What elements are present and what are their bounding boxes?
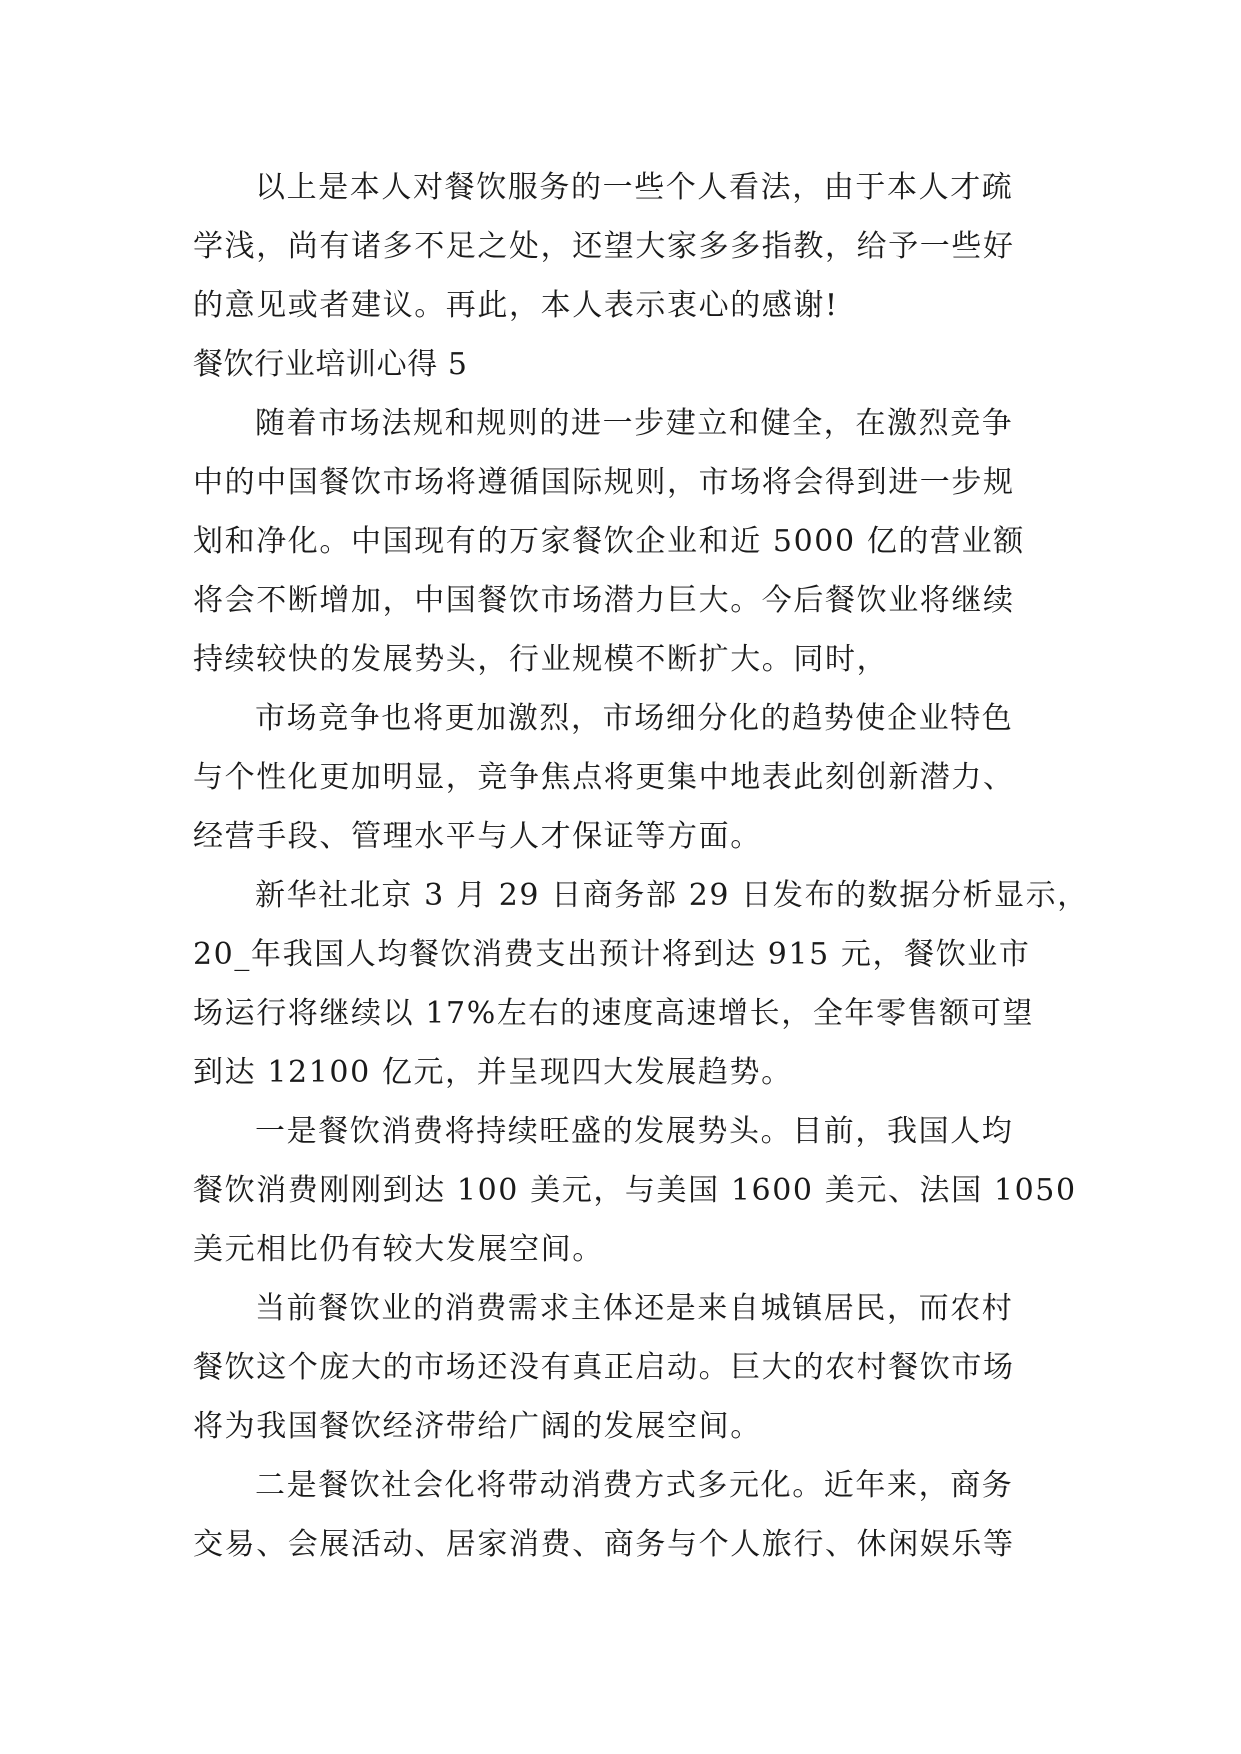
text-line: 以上是本人对餐饮服务的一些个人看法，由于本人才疏 xyxy=(255,170,1014,205)
text-line: 市场竞争也将更加激烈，市场细分化的趋势使企业特色 xyxy=(255,701,1014,736)
section-heading: 餐饮行业培训心得 5 xyxy=(193,347,468,382)
text-line: 二是餐饮社会化将带动消费方式多元化。近年来，商务 xyxy=(255,1468,1014,1503)
text-line: 新华社北京 3 月 29 日商务部 29 日发布的数据分析显示， xyxy=(255,878,1089,913)
text-line: 餐饮消费刚刚到达 100 美元，与美国 1600 美元、法国 1050 xyxy=(193,1173,1077,1208)
text-line: 学浅，尚有诸多不足之处，还望大家多多指教，给予一些好 xyxy=(193,229,1015,264)
text-line: 到达 12100 亿元，并呈现四大发展趋势。 xyxy=(193,1055,793,1090)
text-line: 将为我国餐饮经济带给广阔的发展空间。 xyxy=(193,1409,762,1444)
text-line: 一是餐饮消费将持续旺盛的发展势头。目前，我国人均 xyxy=(255,1114,1014,1149)
text-line: 将会不断增加，中国餐饮市场潜力巨大。今后餐饮业将继续 xyxy=(193,583,1015,618)
text-line: 餐饮这个庞大的市场还没有真正启动。巨大的农村餐饮市场 xyxy=(193,1350,1015,1385)
text-line: 场运行将继续以 17%左右的速度高速增长，全年零售额可望 xyxy=(193,996,1035,1031)
text-line: 经营手段、管理水平与人才保证等方面。 xyxy=(193,819,762,854)
text-line: 20_年我国人均餐饮消费支出预计将到达 915 元，餐饮业市 xyxy=(193,937,1031,972)
text-line: 当前餐饮业的消费需求主体还是来自城镇居民，而农村 xyxy=(255,1291,1014,1326)
text-line: 中的中国餐饮市场将遵循国际规则，市场将会得到进一步规 xyxy=(193,465,1015,500)
text-line: 持续较快的发展势头，行业规模不断扩大。同时， xyxy=(193,642,889,677)
text-line: 随着市场法规和规则的进一步建立和健全，在激烈竞争 xyxy=(255,406,1014,441)
text-line: 与个性化更加明显，竞争焦点将更集中地表此刻创新潜力、 xyxy=(193,760,1015,795)
text-line: 交易、会展活动、居家消费、商务与个人旅行、休闲娱乐等 xyxy=(193,1527,1015,1562)
text-line: 美元相比仍有较大发展空间。 xyxy=(193,1232,604,1267)
text-line: 的意见或者建议。再此，本人表示衷心的感谢! xyxy=(193,288,839,323)
document-body xyxy=(193,158,1089,1574)
text-line: 划和净化。中国现有的万家餐饮企业和近 5000 亿的营业额 xyxy=(193,524,1025,559)
